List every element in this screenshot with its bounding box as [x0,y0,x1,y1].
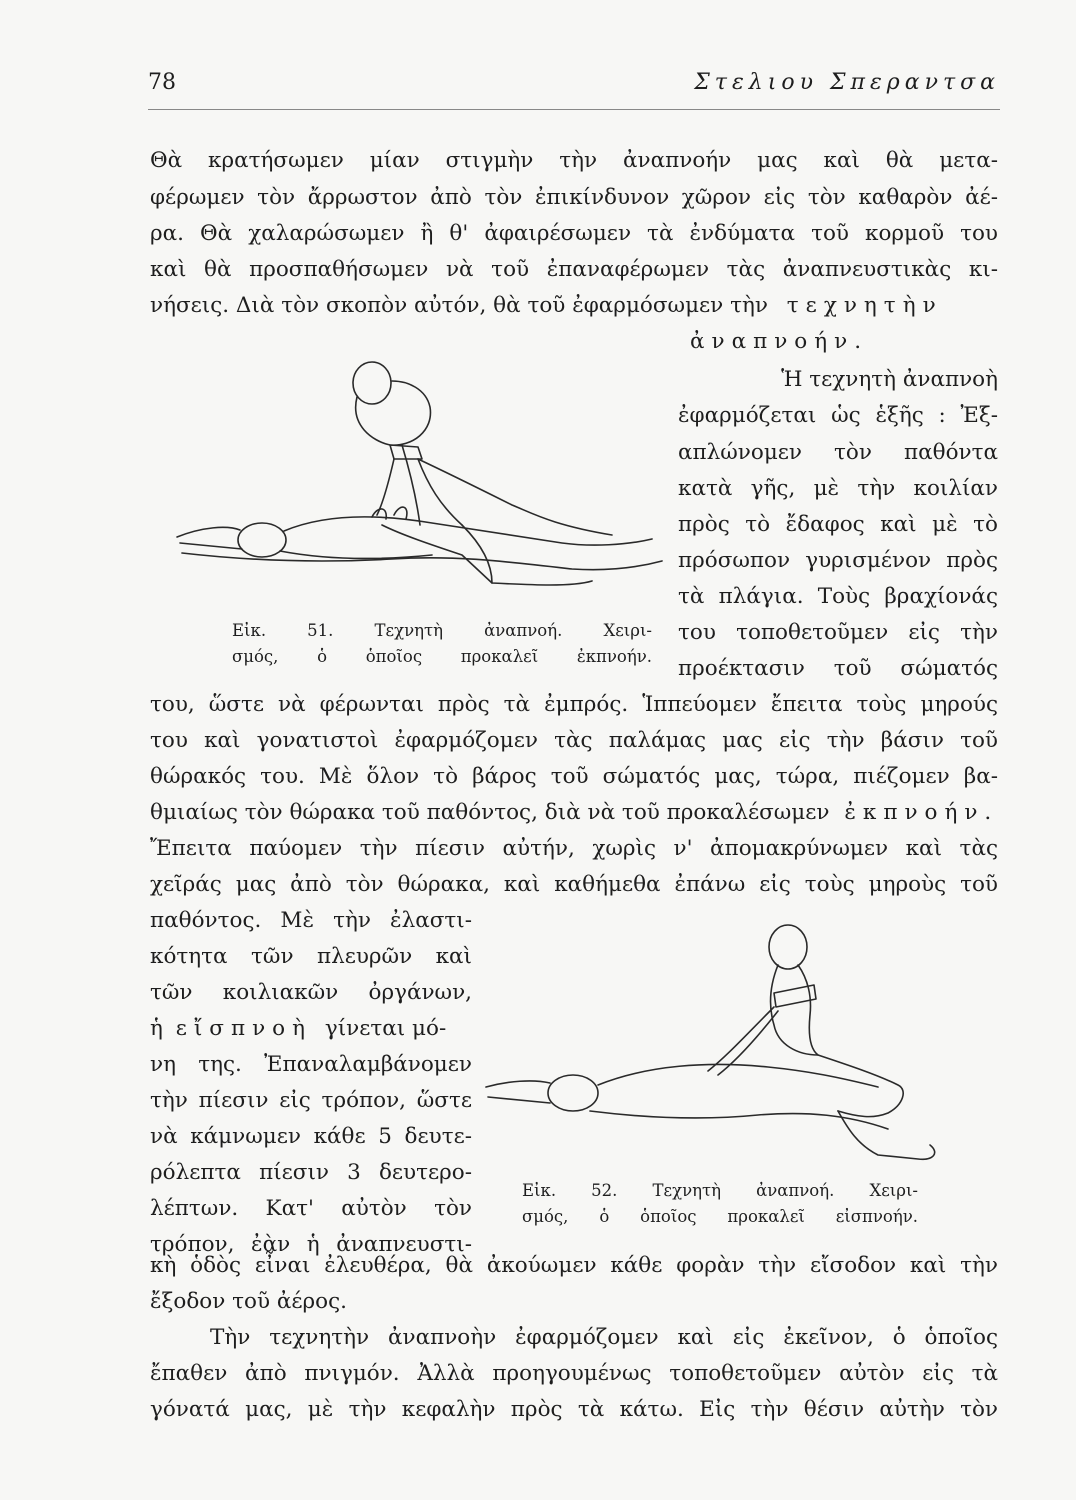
emphasis-spaced: τεχνητὴν [786,293,943,318]
text-line: τὰ πλάγια. Τοὺς βραχίονάς [678,584,998,609]
text-line: φέρωμεν τὸν ἄρρωστον ἀπὸ τὸν ἐπικίνδυνον χῶρον εἰς τὸν καθαρὸν ἀέ- [150,185,998,210]
text-line: ἔξοδον τοῦ ἀέρος. [150,1289,347,1314]
text-line: Θὰ κρατήσωμεν μίαν στιγμὴν τὴν ἀναπνοήν μας καὶ θὰ μετα- [150,148,998,173]
text-line: Ἡ τεχνητὴ ἀναπνοὴ [781,367,998,392]
text-line: παθόντος. Μὲ τὴν ἐλαστι- [150,908,472,933]
text-line: ἐφαρμόζεται ὡς ἑξῆς : Ἐξ- [678,403,998,428]
text-line: λέπτων. Κατ' αὐτὸν τὸν [150,1196,472,1221]
figure-51-illustration [172,355,672,605]
text-line: ἔπαθεν ἀπὸ πνιγμόν. Ἀλλὰ προηγουμένως τοποθετοῦμεν αὐτὸν εἰς τὰ [150,1361,998,1386]
text-line: του τοποθετοῦμεν εἰς τὴν [678,620,998,645]
text-line [150,797,998,829]
text-line: πρόσωπον γυρισμένον πρὸς [678,548,998,573]
text-line: τρόπον, ἐὰν ἡ ἀναπνευστι- [150,1232,472,1257]
text-segment: γίνεται μό- [324,1016,447,1041]
text-line: γόνατά μας, μὲ τὴν κεφαλὴν πρὸς τὰ κάτω. Εἰς τὴν θέσιν αὐτὴν τὸν [150,1397,998,1422]
header-rule [148,109,1000,110]
text-line: προέκτασιν τοῦ σώματός [678,656,998,681]
text-line: κατὰ γῆς, μὲ τὴν κοιλίαν [678,476,998,501]
text-line: κὴ ὁδὸς εἶναι ἐλευθέρα, θὰ ἀκούωμεν κάθε φορὰν τὴν εἴσοδον καὶ τὴν [150,1253,998,1278]
text-line [150,290,998,322]
text-line: τῶν κοιλιακῶν ὀργάνων, [150,980,472,1005]
text-line: νη της. Ἐπαναλαμβάνομεν [150,1052,472,1077]
text-line: πρὸς τὸ ἔδαφος καὶ μὲ τὸ [678,512,998,537]
figure-52-illustration [478,915,958,1170]
text-line: κότητα τῶν πλευρῶν καὶ [150,944,472,969]
figure-51-caption-line2: σμός, ὁ ὁποῖος προκαλεῖ ἐκπνοήν. [232,647,652,666]
text-line [150,1013,472,1045]
text-line: νὰ κάμνωμεν κάθε 5 δευτε- [150,1124,472,1149]
text-line: ρα. Θὰ χαλαρώσωμεν ἢ θ' ἀφαιρέσωμεν τὰ ἐνδύματα τοῦ κορμοῦ του [150,221,998,246]
text-line: του, ὥστε νὰ φέρωνται πρὸς τὰ ἐμπρός. Ἱππεύομεν ἔπειτα τοὺς μηρούς [150,692,998,717]
figure-52-caption-line2: σμός, ὁ ὁποῖος προκαλεῖ εἰσπνοήν. [522,1207,918,1226]
page-header [148,70,1000,106]
text-line: ρόλεπτα πίεσιν 3 δευτερο- [150,1160,472,1185]
page-number: 78 [148,70,176,95]
text-line: Ἔπειτα παύομεν τὴν πίεσιν αὐτήν, χωρὶς ν' ἀπομακρύνωμεν καὶ τὰς [150,836,998,861]
text-line: τὴν πίεσιν εἰς τρόπον, ὥστε [150,1088,472,1113]
text-segment: θμιαίως τὸν θώρακα τοῦ παθόντος, διὰ νὰ τοῦ προκαλέσωμεν [150,800,830,825]
emphasis-spaced: ἐκπνοήν. [844,800,999,825]
text-line: απλώνομεν τὸν παθόντα [678,440,998,465]
text-line: θώρακός του. Μὲ ὅλον τὸ βάρος τοῦ σώματός μας, τώρα, πιέζομεν βα- [150,764,998,789]
emphasis-spaced: εἴσπνοὴ [175,1016,313,1041]
text-line: του καὶ γονατιστοὶ ἐφαρμόζομεν τὰς παλάμας μας εἰς τὴν βάσιν τοῦ [150,728,998,753]
figure-52-caption-line1: Εἰκ. 52. Τεχνητὴ ἀναπνοή. Χειρι- [522,1181,918,1200]
text-line: Τὴν τεχνητὴν ἀναπνοὴν ἐφαρμόζομεν καὶ εἰς ἐκεῖνον, ὁ ὁποῖος [210,1325,998,1350]
emphasis-spaced: ἀναπνοήν. [690,329,869,354]
running-head: Στελιου Σπεραντσα [694,70,1000,95]
text-segment: νήσεις. Διὰ τὸν σκοπὸν αὐτόν, θὰ τοῦ ἐφαρμόσωμεν τὴν [150,293,768,318]
figure-51-caption-line1: Εἰκ. 51. Τεχνητὴ ἀναπνοή. Χειρι- [232,621,652,640]
text-segment: ἡ [150,1016,163,1041]
text-line: χεῖράς μας ἀπὸ τὸν θώρακα, καὶ καθήμεθα ἐπάνω εἰς τοὺς μηροὺς τοῦ [150,872,998,897]
text-line: καὶ θὰ προσπαθήσωμεν νὰ τοῦ ἐπαναφέρωμεν τὰς ἀναπνευστικὰς κι- [150,257,998,282]
